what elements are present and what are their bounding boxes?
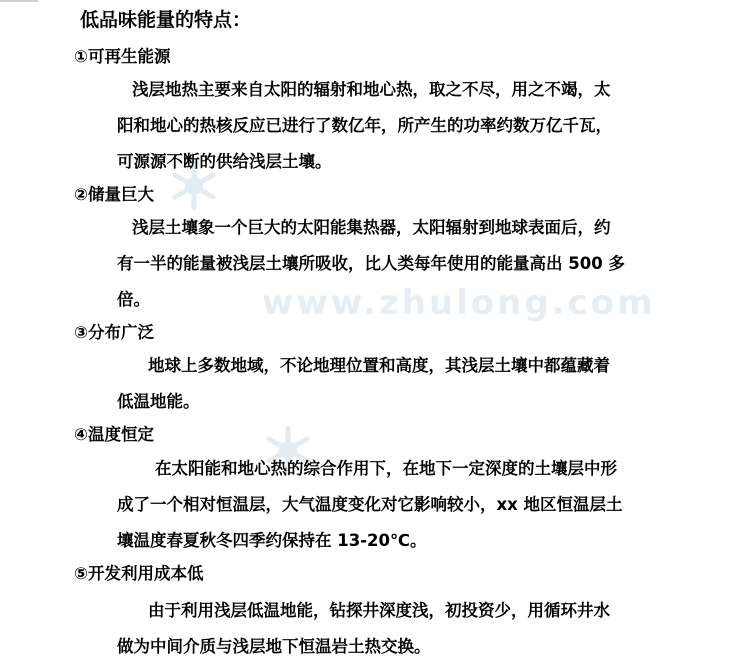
- section-heading: ⑤开发利用成本低: [74, 564, 204, 583]
- paragraph-line: 壤温度春夏秋冬四季约保持在 13-20℃。: [117, 531, 427, 550]
- paragraph-line: 阳和地心的热核反应已进行了数亿年，所产生的功率约数万亿千瓦，: [117, 116, 612, 135]
- paragraph-line: 浅层地热主要来自太阳的辐射和地心热，取之不尽，用之不竭，太: [132, 80, 611, 99]
- paragraph-line: 地球上多数地域，不论地理位置和高度，其浅层土壤中都蕴藏着: [148, 356, 610, 375]
- paragraph-line: 在太阳能和地心热的综合作用下，在地下一定深度的土壤层中形: [155, 459, 617, 478]
- watermark-text: www.zhulong.com: [262, 283, 656, 323]
- section-heading: ③分布广泛: [74, 323, 154, 342]
- paragraph-line: 由于利用浅层低温地能，钻探井深度浅，初投资少，用循环井水: [148, 601, 610, 620]
- paragraph-line: 低温地能。: [117, 392, 200, 411]
- section-heading: ④温度恒定: [74, 425, 154, 444]
- paragraph-line: 有一半的能量被浅层土壤所吸收，比人类每年使用的能量高出 500 多: [117, 254, 625, 273]
- paragraph-line: 可源源不断的供给浅层土壤。: [117, 152, 332, 171]
- paragraph-line: 浅层土壤象一个巨大的太阳能集热器，太阳辐射到地球表面后，约: [132, 218, 611, 237]
- paragraph-line: 成了一个相对恒温层，大气温度变化对它影响较小，xx 地区恒温层土: [117, 495, 623, 514]
- corner-mark: [0, 0, 38, 2]
- section-heading: ①可再生能源: [74, 47, 171, 66]
- section-heading: ②储量巨大: [74, 185, 154, 204]
- paragraph-line: 做为中间介质与浅层地下恒温岩土热交换。: [117, 637, 431, 656]
- paragraph-line: 倍。: [117, 290, 150, 309]
- page-title: 低品味能量的特点：: [80, 9, 252, 31]
